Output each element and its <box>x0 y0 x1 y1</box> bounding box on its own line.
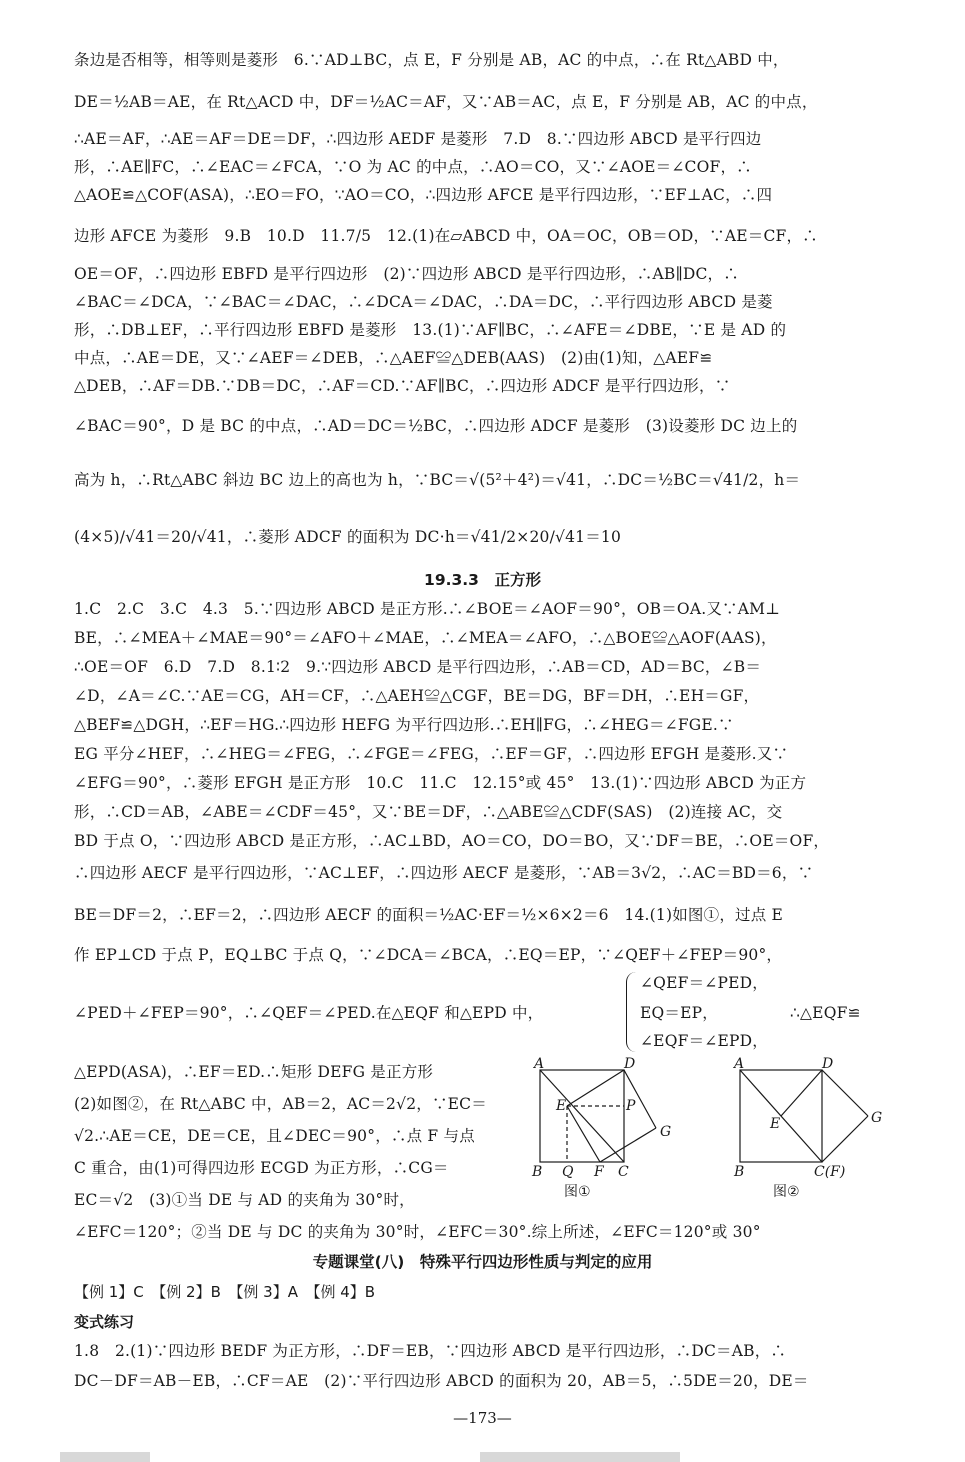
text-line: BD 于点 O，∵四边形 ABCD 是正方形，∴AC⊥BD，AO＝CO，DO＝BO，又∵DF＝BE，∴OE＝OF， <box>74 832 830 850</box>
footer-mark <box>480 1452 680 1462</box>
equation-brace <box>626 972 639 1052</box>
section-title: 19.3.3 正方形 <box>424 571 541 589</box>
text-line: √2.∴AE＝CE，DE＝CE，且∠DEC＝90°，∴点 F 与点 <box>74 1127 475 1145</box>
topic-title: 专题课堂(八) 特殊平行四边形性质与判定的应用 <box>312 1253 653 1271</box>
text-line: ∠D，∠A＝∠C.∵AE＝CG，AH＝CF，∴△AEH≌△CGF，BE＝DG，BF＝DH，∴EH＝GF， <box>74 687 760 705</box>
text-line: 中点，∴AE＝DE，又∵∠AEF＝∠DEB，∴△AEF≌△DEB(AAS) (2)由(1)知，△AEF≌ <box>74 349 713 367</box>
system-eq: ∠EQF＝∠EPD， <box>640 1032 768 1050</box>
text-line: 形，∴CD＝AB，∠ABE＝∠CDF＝45°，又∵BE＝DF，∴△ABE≌△CDF(SAS) (2)连接 AC，交 <box>74 803 783 821</box>
text-line: 高为 h，∴Rt△ABC 斜边 BC 边上的高也为 h，∵BC＝√(5²＋4²)＝√41，∴DC＝½BC＝√41/2，h＝ <box>74 471 801 489</box>
text-line: 形，∴DB⊥EF，∴平行四边形 EBFD 是菱形 13.(1)∵AF∥BC，∴∠AFE＝∠DBE，∵E 是 AD 的 <box>74 321 787 339</box>
fig1-label-q: Q <box>562 1164 574 1180</box>
fig1-label-f: F <box>594 1164 604 1180</box>
text-line: △BEF≌△DGH，∴EF＝HG.∴四边形 HEFG 为平行四边形.∴EH∥FG，∴∠HEG＝∠FGE.∵ <box>74 716 734 734</box>
text-line: ∠BAC＝90°，D 是 BC 的中点，∴AD＝DC＝½BC，∴四边形 ADCF 是菱形 (3)设菱形 DC 边上的 <box>74 417 798 435</box>
fig2-label-c: C(F) <box>814 1164 846 1180</box>
text-line: △EPD(ASA)，∴EF＝ED.∴矩形 DEFG 是正方形 <box>74 1063 434 1081</box>
fig1-label-c: C <box>618 1164 629 1180</box>
text-line: (2)如图②，在 Rt△ABC 中，AB＝2，AC＝2√2，∵EC＝ <box>74 1095 487 1113</box>
fig1-label-p: P <box>626 1098 636 1114</box>
text-line: EC＝√2 (3)①当 DE 与 AD 的夹角为 30°时， <box>74 1191 415 1209</box>
figure-1-caption: 图① <box>564 1184 591 1200</box>
fig1-label-a: A <box>534 1056 545 1072</box>
text-line: EG 平分∠HEF，∴∠HEG＝∠FEG，∴∠FGE＝∠FEG，∴EF＝GF，∴四边形 EFGH 是菱形.又∵ <box>74 745 789 763</box>
fig1-label-e: E <box>556 1098 567 1114</box>
text-line: OE＝OF，∴四边形 EBFD 是平行四边形 (2)∵四边形 ABCD 是平行四边形，∴AB∥DC，∴ <box>74 265 739 283</box>
text-line: DC－DF＝AB－EB，∴CF＝AE (2)∵平行四边形 ABCD 的面积为 20，AB＝5，∴5DE＝20，DE＝ <box>74 1372 809 1390</box>
fig2-label-a: A <box>734 1056 745 1072</box>
fig1-label-g: G <box>660 1124 672 1140</box>
text-line: ∴四边形 AECF 是平行四边形，∵AC⊥EF，∴四边形 AECF 是菱形，∵AB＝3√2，∴AC＝BD＝6，∵ <box>74 864 814 882</box>
text-line: △AOE≌△COF(ASA)，∴EO＝FO，∵AO＝CO，∴四边形 AFCE 是平行四边形，∵EF⊥AC，∴四 <box>74 186 773 204</box>
fig2-label-b: B <box>734 1164 745 1180</box>
text-line: 条边是否相等，相等则是菱形 6.∵AD⊥BC，点 E，F 分别是 AB，AC 的中点，∴在 Rt△ABD 中， <box>74 51 789 69</box>
text-line: ∠BAC＝∠DCA，∵∠BAC＝∠DAC，∴∠DCA＝∠DAC，∴DA＝DC，∴平行四边形 ABCD 是菱 <box>74 293 773 311</box>
text-line: 1.8 2.(1)∵四边形 BEDF 为正方形，∴DF＝EB，∵四边形 ABCD 是平行四边形，∴DC＝AB，∴ <box>74 1342 787 1360</box>
text-line: BE，∴∠MEA＋∠MAE＝90°＝∠AFO＋∠MAE，∴∠MEA＝∠AFO，∴△BOE≌△AOF(AAS)， <box>74 629 777 647</box>
text-line: BE＝DF＝2，∴EF＝2，∴四边形 AECF 的面积＝½AC·EF＝½×6×2＝6 14.(1)如图①，过点 E <box>74 906 784 924</box>
text-line: DE＝½AB＝AE，在 Rt△ACD 中，DF＝½AC＝AF，又∵AB＝AC，点 E，F 分别是 AB，AC 的中点， <box>74 93 818 111</box>
text-line: △DEB，∴AF＝DB.∵DB＝DC，∴AF＝CD.∵AF∥BC，∴四边形 ADCF 是平行四边形，∵ <box>74 377 731 395</box>
fig2-label-e: E <box>770 1116 781 1132</box>
system-result: ∴△EQF≌ <box>790 1004 861 1022</box>
fig1-label-b: B <box>532 1164 543 1180</box>
text-line: 形，∴AE∥FC，∴∠EAC＝∠FCA，∵O 为 AC 的中点，∴AO＝CO，又∵∠AOE＝∠COF，∴ <box>74 158 752 176</box>
examples-line: 【例 1】C 【例 2】B 【例 3】A 【例 4】B <box>74 1283 376 1301</box>
text-line: (4×5)/√41＝20/√41，∴菱形 ADCF 的面积为 DC·h＝√41/2×20/√41＝10 <box>74 528 622 546</box>
figure-2 <box>730 1056 890 1184</box>
text-line: ∠PED＋∠FEP＝90°，∴∠QEF＝∠PED.在△EQF 和△EPD 中， <box>74 1004 544 1022</box>
text-line: ∴AE＝AF，∴AE＝AF＝DE＝DF，∴四边形 AEDF 是菱形 7.D 8.∵四边形 ABCD 是平行四边 <box>74 130 762 148</box>
figure-1 <box>528 1056 688 1184</box>
text-line: 边形 AFCE 为菱形 9.B 10.D 11.7/5 12.(1)在▱ABCD 中，OA＝OC，OB＝OD，∵AE＝CF，∴ <box>74 227 818 245</box>
text-line: ∠EFC＝120°；②当 DE 与 DC 的夹角为 30°时，∠EFC＝30°.综上所述，∠EFC＝120°或 30° <box>74 1223 761 1241</box>
variant-title: 变式练习 <box>74 1313 135 1331</box>
text-line: 作 EP⊥CD 于点 P，EQ⊥BC 于点 Q，∵∠DCA＝∠BCA，∴EQ＝EP，∵∠QEF＋∠FEP＝90°， <box>74 946 783 964</box>
text-line: ∴OE＝OF 6.D 7.D 8.1∶2 9.∵四边形 ABCD 是平行四边形，∴AB＝CD，AD＝BC，∠B＝ <box>74 658 762 676</box>
text-line: 1.C 2.C 3.C 4.3 5.∵四边形 ABCD 是正方形.∴∠BOE＝∠AOF＝90°，OB＝OA.又∵AM⊥ <box>74 600 780 618</box>
footer-mark <box>60 1452 150 1462</box>
text-line: ∠EFG＝90°，∴菱形 EFGH 是正方形 10.C 11.C 12.15°或 45° 13.(1)∵四边形 ABCD 为正方 <box>74 774 807 792</box>
system-eq: ∠QEF＝∠PED， <box>640 974 768 992</box>
fig2-label-d: D <box>822 1056 834 1072</box>
fig2-label-g: G <box>871 1110 883 1126</box>
fig1-label-d: D <box>624 1056 636 1072</box>
text-line: C 重合，由(1)可得四边形 ECGD 为正方形，∴CG＝ <box>74 1159 449 1177</box>
system-eq: EQ＝EP， <box>640 1004 718 1022</box>
figure-2-caption: 图② <box>773 1184 800 1200</box>
page-number: —173— <box>453 1409 512 1427</box>
